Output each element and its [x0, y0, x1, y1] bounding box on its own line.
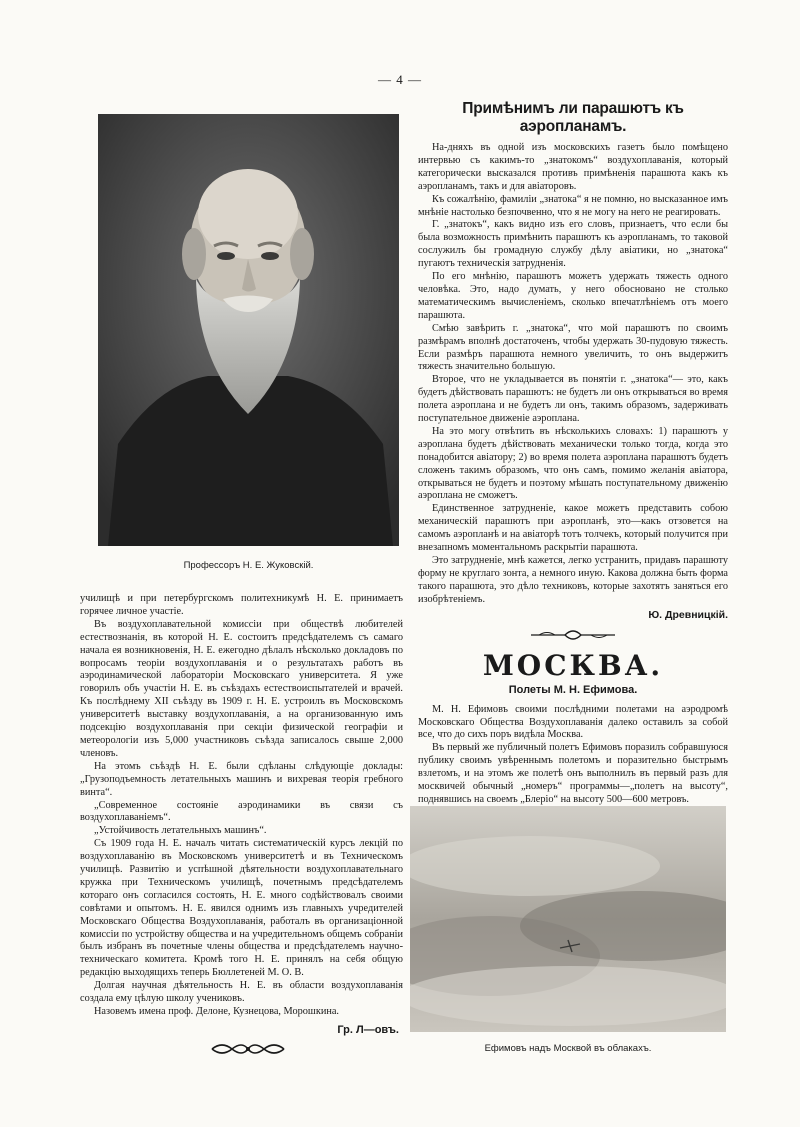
ornament-divider — [529, 627, 617, 643]
paragraph: Единственное затрудненіе, какое можетъ представить собою механическій парашютъ при аэропланѣ, это—какъ отзовется на самомъ аэропланѣ и на авіаторѣ тотъ толчекъ, который получится при внезапномъ моментальномъ раскрытіи парашюта. — [418, 503, 728, 554]
right-column — [418, 100, 728, 807]
paragraph: Къ сожалѣнію, фамиліи „знатока“ я не помню, но высказанное имъ мнѣніе настолько безпочвенно, что я не могу на него не реагировать. — [418, 193, 728, 218]
paragraph: Назовемъ имена проф. Делоне, Кузнецова, Морошкина. — [94, 1006, 339, 1017]
paragraph: „Современное состояніе аэродинамики въ связи съ воздухоплаваніемъ“. — [80, 799, 403, 824]
paragraph: „Устойчивость летательныхъ машинъ“. — [94, 825, 267, 837]
paragraph: Въ первый же публичный полетъ Ефимовъ поразилъ собравшуюся публику своимъ увѣреннымъ полетомъ и поразительно быстрымъ взлетомъ, и на этомъ же полетѣ онъ выполнилъ въ первый разъ для москвичей обычный „номеръ“ программы—„полетъ на высоту“, поднявшись на своемъ „Блеріо“ на высоту 500—600 метровъ. — [418, 742, 728, 805]
paragraph: Это затрудненіе, мнѣ кажется, легко устранить, придавъ парашюту форму не круглаго зонта, а немного иную. Какова должна быть форма такого парашюта, это дѣло техниковъ, которые захотятъ заняться его изобрѣтеніемъ. — [418, 555, 728, 605]
section-body — [418, 704, 728, 807]
paragraph: Долгая научная дѣятельность Н. Е. въ области воздухоплаванія создала ему цѣлую школу учениковъ. — [80, 980, 403, 1005]
paragraph: Въ воздухоплавательной комиссіи при обществѣ любителей естествознанія, въ которой Н. Е. состоитъ предсѣдателемъ съ самаго начала ея возникновенія, Н. Е. ежегодно дѣлалъ нѣсколько докладовъ по вопросамъ теоріи воздухоплаванія и о результатахъ работъ въ аэродинамической лабораторіи Московскаго университета. Я уже говорилъ объ участіи Н. Е. въ съѣздахъ естествоиспытателей и врачей. Къ послѣднему XII съѣзду въ 1909 г. Н. Е. устроилъ въ Московскомъ университетѣ выставку воздухоплаванія, а на организованную имъ подсекцію воздухоплаванія при секціи физической географіи и метеорологіи изъ 5,000 участниковъ съѣзда записалось свыше 2,000 членовъ. — [80, 618, 403, 759]
paragraph: Съ 1909 года Н. Е. началъ читать систематическій курсъ лекцій по воздухоплаванію въ Московскомъ университетѣ и въ Техническомъ училищѣ. Развитію и успѣшной дѣятельности воздухоплавательнаго кружка при Техническомъ училищѣ, почетнымъ предсѣдателемъ котораго онъ согласился состоять, Н. Е. много содѣйствовалъ своими совѣтами и опытомъ. Н. Е. явился однимъ изъ главныхъ учредителей Московскаго Общества Воздухоплаванія, работалъ въ организаціонной комиссіи по устройству общества и на учредительномъ общемъ собраніи былъ избранъ въ почетные члены общества и предсѣдателемъ научно-техническаго комитета. Кромѣ того Н. Е. принялъ на себя общую редакцію выходящихъ теперь Бюллетеней М. О. В. — [80, 838, 403, 979]
photo-caption: Ефимовъ надъ Москвой въ облакахъ. — [484, 1043, 652, 1054]
paragraph: Смѣю завѣрить г. „знатока“, что мой парашютъ по своимъ размѣрамъ вполнѣ достаточенъ, чтобы удержать 30-пудовую тяжесть. Если размѣръ парашюта немного увеличить, то онъ выдержитъ тяжесть значительно большую. — [418, 322, 728, 373]
paragraph: На этомъ съѣздѣ Н. Е. были сдѣланы слѣдующіе доклады: „Грузоподъемность летательныхъ машинъ и вихревая теорія гребного винта“. — [80, 760, 403, 798]
paragraph: М. Н. Ефимовъ своими послѣдними полетами на аэродромѣ Московскаго Общества Воздухоплаванія далеко оставилъ за собой все, что до сихъ поръ видѣла Москва. — [418, 703, 728, 741]
clouds-photo — [410, 806, 726, 1032]
paragraph: училищѣ и при петербургскомъ политехникумѣ Н. Е. принимаетъ горячее личное участіе. — [80, 593, 403, 617]
section-title: МОСКВА. — [482, 648, 664, 682]
paragraph: Второе, что не укладывается въ понятіи г. „знатока“— это, какъ будетъ дѣйствовать парашютъ: не будетъ ли онъ открываться во время полета аэроплана и не будетъ ли онъ, такимъ образомъ, задерживать поступательное движеніе аэроплана. — [418, 374, 728, 425]
paragraph: По его мнѣнію, парашютъ можетъ удержать тяжесть одного человѣка. Это, надо думать, у него обосновано не столько математическимъ вычисленіемъ, сколько впечатлѣніемъ отъ моего парашюта. — [418, 271, 728, 321]
portrait-photo — [98, 114, 399, 546]
paragraph: Г. „знатокъ“, какъ видно изъ его словъ, признаетъ, что если бы была возможность примѣнить парашютъ къ аэропланамъ, то таковой сослужилъ бы громадную службу дѣлу авіатики, но „знатока“ пугаютъ техническія затрудненія. — [418, 219, 728, 270]
paragraph: На это могу отвѣтить въ нѣсколькихъ словахъ: 1) парашютъ у аэроплана будетъ дѣйствовать механически только тогда, когда это понадобится авіатору; 2) во время полета аэроплана парашютъ будетъ сложенъ такимъ образомъ, что онъ самъ, помимо желанія авіатора, открываться не будетъ и поэтому мѣшать поступательному движенію аэроплана не сможетъ. — [418, 425, 728, 502]
ornament-divider — [208, 1040, 288, 1058]
signature: Гр. Л—овъ. — [337, 1023, 399, 1036]
page-number: — 4 — — [378, 72, 422, 87]
portrait-caption: Профессоръ Н. Е. Жуковскій. — [183, 560, 314, 571]
paragraph: На-дняхъ въ одной изъ московскихъ газетъ было помѣщено интервью съ какимъ-то „знатокомъ“ воздухоплаванія, который категорически высказался противъ примѣненія парашюта какъ къ аэропланамъ, такъ и для авіаторовъ. — [418, 142, 728, 192]
article-author: Ю. Древницкій. — [648, 608, 728, 621]
section-subtitle: Полеты М. Н. Ефимова. — [508, 683, 638, 696]
article-body — [418, 142, 728, 607]
article-headline: Примѣнимъ ли парашютъ къ аэропланамъ. — [462, 100, 684, 135]
left-column-text — [80, 593, 403, 1037]
